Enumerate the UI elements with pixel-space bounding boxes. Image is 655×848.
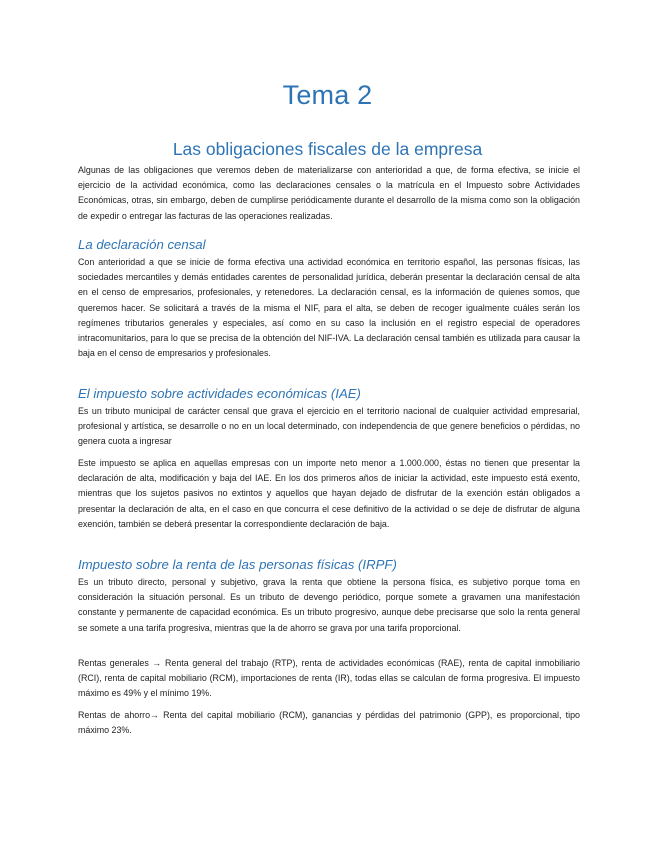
intro-paragraph: Algunas de las obligaciones que veremos deben de materializarse con anterioridad a que, de forma efectiva, se inicie el ejercicio de la actividad económica, como las declaraciones censales o la matrícula en el Impuesto sobre Actividades Económicas, otras, sin embargo, deben de cumplirse periódicamente durante el desarrollo de la misma como son la obligación de expedir o entregar las facturas de las operaciones realizadas. bbox=[78, 165, 580, 221]
paragraph-declaracion-censal: Con anterioridad a que se inicie de forma efectiva una actividad económica en territorio español, las personas físicas, las sociedades mercantiles y demás entidades carentes de personalidad jurídica, deberán presentar la declaración censal de alta en el censo de empresarios, profesionales, y retenedores. La declaración censal, es la información de quienes somos, que queremos hacer. Se solicitará a través de la misma el NIF, para el alta, se deben de recoger igualmente cuáles serán los regímenes tributarios generales y especiales, así como en su caso la inclusión en el registro especial de operadores intracomunitarios, para lo que se precisa de la obtención del NIF-IVA. La declaración censal también es utilizada para causar la baja en el censo de empresarios y profesionales. bbox=[78, 257, 580, 359]
section-heading-declaracion-censal: La declaración censal bbox=[78, 237, 206, 252]
section-heading-iae: El impuesto sobre actividades económicas (IAE) bbox=[78, 386, 361, 401]
paragraph-iae-1: Es un tributo municipal de carácter censal que grava el ejercicio en el territorio nacional de cualquier actividad empresarial, profesional y artística, se desarrolle o no en un local determinado, con independencia de que genere beneficios o pérdidas, no genera cuota a ingresar bbox=[78, 406, 580, 447]
section-heading-irpf: Impuesto sobre la renta de las personas físicas (IRPF) bbox=[78, 557, 397, 572]
paragraph-iae-2: Este impuesto se aplica en aquellas empresas con un importe neto menor a 1.000.000, éstas no tienen que presentar la declaración de alta, modificación y baja del IAE. En los dos primeros años de iniciar la actividad, este impuesto está exento, mientras que los sujetos pasivos no extintos y aquellos que hayan dejado de disfrutar de la exención están obligados a presentar la declaración de alta, en el caso en que concurra el cese definitivo de la actividad o se deje de disfrutar de alguna exención, también se deberá presentar la correspondiente declaración de baja. bbox=[78, 458, 580, 529]
paragraph-rentas-generales: Rentas generales → Renta general del trabajo (RTP), renta de actividades económicas (RAE), renta de capital inmobiliario (RCI), renta de capital mobiliario (RCM), importaciones de renta (IR), todas ellas se calculan de forma progresiva. El impuesto máximo es 49% y el mínimo 19%. bbox=[78, 658, 580, 699]
paragraph-irpf-1: Es un tributo directo, personal y subjetivo, grava la renta que obtiene la persona física, es subjetivo porque toma en consideración la situación personal. Es un tributo de devengo periódico, porque somete a gravamen una manifestación constante y permanente de capacidad económica. Es un tributo progresivo, aunque debe precisarse que solo la renta general se somete a una tarifa progresiva, mientras que la de ahorro se grava por una tarifa proporcional. bbox=[78, 577, 580, 633]
paragraph-rentas-ahorro: Rentas de ahorro→ Renta del capital mobiliario (RCM), ganancias y pérdidas del patrimonio (GPP), es proporcional, tipo máximo 23%. bbox=[78, 710, 580, 736]
page-subtitle: Las obligaciones fiscales de la empresa bbox=[172, 139, 483, 159]
page-title: Tema 2 bbox=[282, 80, 373, 110]
